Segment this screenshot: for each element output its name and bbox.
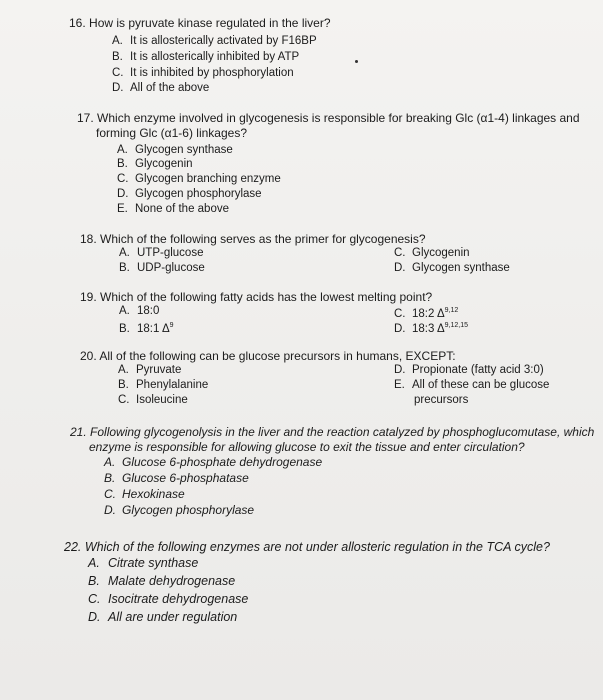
question-text: Following glycogenolysis in the liver and the reaction catalyzed by phosphoglucomutase, which: [90, 425, 595, 439]
option-16c: C. It is inhibited by phosphorylation: [112, 67, 294, 79]
option-22a: A. Citrate synthase: [88, 556, 199, 570]
question-text: Which of the following serves as the primer for glycogenesis?: [100, 232, 426, 246]
question-19: [80, 290, 432, 305]
option-19d: D. 18:3 Δ$^{9,12,15}$: [394, 322, 468, 335]
option-22d: D. All are under regulation: [88, 610, 238, 624]
question-text: How is pyruvate kinase regulated in the liver?: [89, 16, 331, 30]
option-16a: A. It is allosterically activated by F16BP: [112, 35, 317, 47]
option-22c: C. Isocitrate dehydrogenase: [88, 592, 249, 606]
option-22b: B. Malate dehydrogenase: [88, 574, 236, 588]
option-17a: A. Glycogen synthase: [117, 144, 233, 156]
question-17-line2: forming Glc (α1-6) linkages?: [96, 126, 247, 140]
option-20e-line2: precursors: [414, 394, 469, 406]
question-number: 17.: [77, 111, 94, 125]
option-19b: B. 18:1 $\Delta^9$: [119, 322, 174, 335]
option-17e: E. None of the above: [117, 203, 229, 215]
option-21c: C. Hexokinase: [104, 487, 185, 501]
question-number: 21.: [70, 425, 87, 439]
stray-mark: [355, 60, 358, 63]
question-number: 18.: [80, 232, 97, 246]
question-16: [69, 16, 331, 31]
option-20d: D. Propionate (fatty acid 3:0): [394, 364, 544, 376]
question-21: [70, 425, 594, 440]
question-number: 20.: [80, 349, 97, 363]
option-16b: B. It is allosterically inhibited by ATP: [112, 51, 300, 63]
option-18c: C. Glycogenin: [394, 247, 470, 259]
option-16d: D. All of the above: [112, 82, 210, 94]
question-number: 19.: [80, 290, 97, 304]
option-17c: C. Glycogen branching enzyme: [117, 173, 281, 185]
question-21-line2: enzyme is responsible for allowing glucose to exit the tissue and enter circulation?: [89, 440, 525, 454]
question-number: 16.: [69, 16, 86, 30]
question-20: [80, 349, 456, 364]
option-21d: D. Glycogen phosphorylase: [104, 503, 255, 517]
option-18a: A. UTP-glucose: [119, 247, 204, 259]
option-17b: B. Glycogenin: [117, 158, 193, 170]
question-number: 22.: [64, 540, 82, 554]
option-20c: C. Isoleucine: [118, 394, 188, 406]
question-17: [77, 111, 580, 126]
option-20a: A. Pyruvate: [118, 364, 182, 376]
question-22: [64, 540, 550, 555]
question-text: Which enzyme involved in glycogenesis is responsible for breaking Glc (α1-4) linkages and: [97, 111, 580, 125]
option-19a: A. 18:0: [119, 305, 160, 317]
option-19c: C. 18:2 Δ$^{9,12}$: [394, 307, 459, 320]
option-18d: D. Glycogen synthase: [394, 262, 510, 274]
option-18b: B. UDP-glucose: [119, 262, 205, 274]
option-20b: B. Phenylalanine: [118, 379, 209, 391]
question-text: Which of the following enzymes are not under allosteric regulation in the TCA cycle?: [84, 540, 550, 554]
option-21a: A. Glucose 6-phosphate dehydrogenase: [104, 455, 323, 469]
option-21b: B. Glucose 6-phosphatase: [104, 471, 249, 485]
option-20e: E. All of these can be glucose: [394, 379, 550, 391]
question-text: All of the following can be glucose precursors in humans, EXCEPT:: [99, 349, 456, 363]
question-text: Which of the following fatty acids has the lowest melting point?: [100, 290, 433, 304]
question-18: [80, 232, 426, 247]
option-17d: D. Glycogen phosphorylase: [117, 188, 262, 200]
